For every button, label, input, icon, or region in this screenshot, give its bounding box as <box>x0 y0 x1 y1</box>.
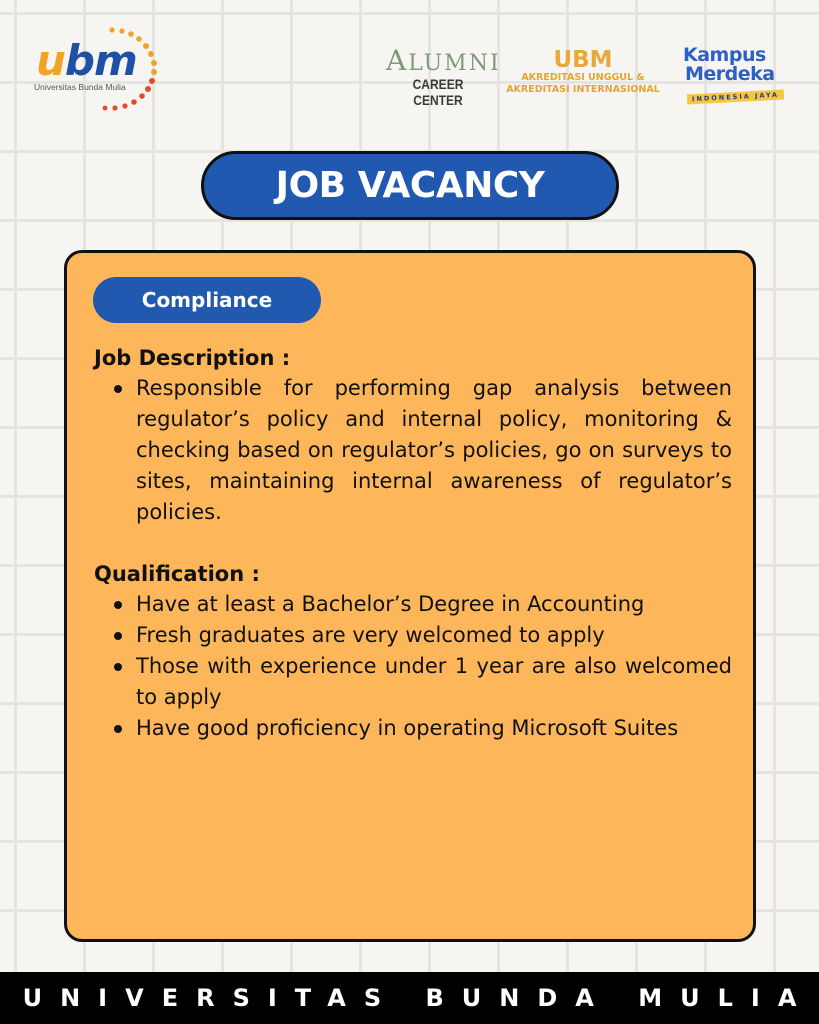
qualification-heading: Qualification : <box>94 562 260 586</box>
kampus-logo-line1: Kampus <box>683 44 766 66</box>
alumni-logo-line1: ALUMNI <box>386 44 501 77</box>
job-description-list <box>94 373 732 528</box>
job-description-heading: Job Description : <box>94 346 291 370</box>
page-title: JOB VACANCY <box>275 165 545 206</box>
ubm-logo-wordmark: ubm <box>36 36 137 85</box>
akreditasi-logo <box>498 48 668 100</box>
kampus-logo-tagline: INDONESIA JAYA <box>687 89 784 104</box>
position-label: Compliance <box>141 288 273 312</box>
akreditasi-logo-ubm: UBM <box>553 47 613 73</box>
footer-text: UNIVERSITAS BUNDA MULIA <box>22 984 815 1012</box>
title-banner <box>201 151 619 220</box>
list-item: Have at least a Bachelor’s Degree in Accounting <box>94 589 732 620</box>
ubm-logo <box>30 26 160 112</box>
footer-bar <box>0 972 819 1024</box>
ubm-logo-subtitle: Universitas Bunda Mulia <box>34 82 126 92</box>
akreditasi-logo-line3: AKREDITASI INTERNASIONAL <box>506 84 660 95</box>
vacancy-card <box>64 250 756 942</box>
akreditasi-logo-line2: AKREDITASI UNGGUL & <box>521 72 645 83</box>
kampus-logo-line2: Merdeka <box>685 63 775 85</box>
qualification-section <box>94 559 732 744</box>
job-description-section <box>94 343 732 528</box>
list-item: Responsible for performing gap analysis between regulator’s policy and internal policy, monitoring & checking based on regulator’s policies, go on surveys to sites, maintaining internal awareness of regulator’s policies. <box>94 373 732 528</box>
position-badge <box>93 277 321 323</box>
qualification-list <box>94 589 732 744</box>
list-item: Fresh graduates are very welcomed to apply <box>94 620 732 651</box>
list-item: Those with experience under 1 year are also welcomed to apply <box>94 651 732 713</box>
alumni-career-center-logo <box>386 44 501 108</box>
list-item: Have good proficiency in operating Microsoft Suites <box>94 713 732 744</box>
kampus-merdeka-logo <box>683 46 793 104</box>
alumni-logo-line2: CAREER CENTER <box>412 76 464 108</box>
